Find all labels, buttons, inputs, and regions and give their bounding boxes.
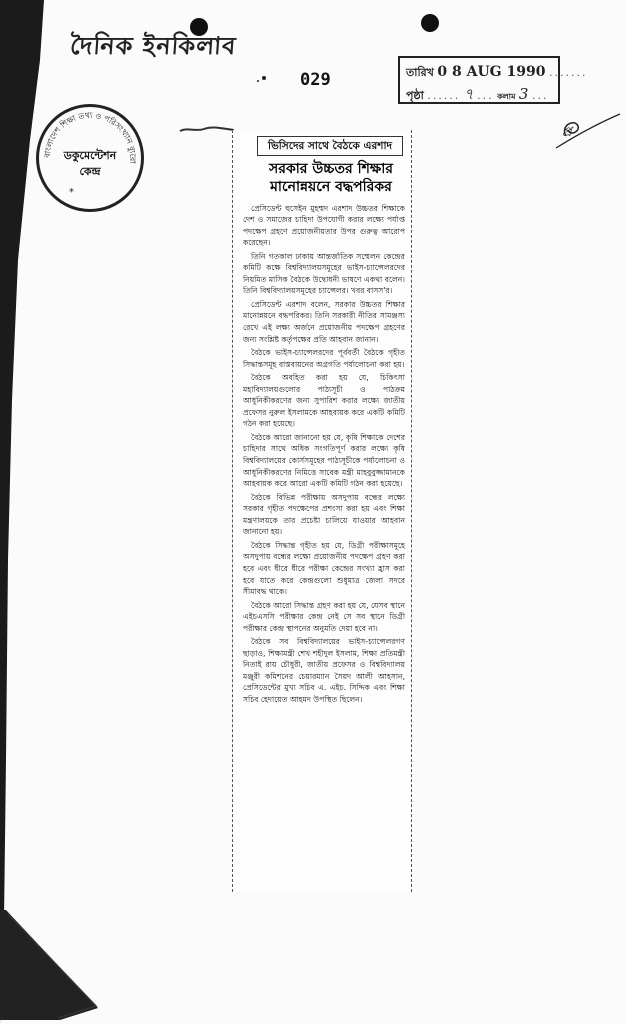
seal-center-line1: ডকুমেন্টেশন (63, 149, 117, 162)
seal-ring-text: বাংলাদেশ শিক্ষা তথ্য ও পরিসংখ্যান ব্যুরো (42, 110, 138, 164)
page-value: ৭ (463, 85, 474, 103)
page-number: 029 (300, 70, 331, 90)
date-value: 0 8 AUG 1990 (437, 64, 546, 80)
date-label: তারিখ (406, 66, 434, 79)
ink-speck (262, 76, 266, 80)
newspaper-clipping (232, 130, 412, 892)
clipping-kicker: ভিসিদের সাথে বৈঠকে এরশাদ (257, 136, 403, 156)
article-paragraph: বৈঠকে আরো জানানো হয় যে, কৃষি শিক্ষাকে দেশের চাহিদার সাথে অধিক সংগতিপূর্ণ করার লক্ষ্যে কৃষি বিশ্ববিদ্যালয়ের কোর্সসমূহের পাঠ্যসূচীকে পর্যালোচনা ও আধুনিকীকরণের নিমিত্তে সাবেক মন্ত্রী মাহবুবুজ্জামানকে আহবায়ক করে আরো একটি কমিটি গঠন করা হয়েছে। (243, 432, 405, 489)
svg-text:*: * (69, 187, 74, 198)
handwritten-signature (552, 108, 624, 160)
documentation-center-seal (36, 104, 144, 212)
article-paragraph: বৈঠকে অবহিত করা হয় যে, চিকিৎসা মহাবিদ্যালয়গুলোর পাঠ্যসূচী ও পাঠক্রম আধুনিকীকরণের জন্য সুপারিশ করার লক্ষ্যে জাতীয় প্রফেসর নুরুল ইসলামকে আহবায়ক করে একটি কমিটি গঠন করা হয়েছে। (243, 373, 405, 429)
page-label: পৃষ্ঠা (406, 89, 424, 102)
signature-text: প্র (562, 125, 572, 140)
date-stamp: তারিখ 0 8 AUG 1990 ....... পৃষ্ঠা ...... ৭ ... কলাম 3 ... (398, 56, 560, 104)
article-paragraph: তিনি গতকাল ঢাকায় আন্তর্জাতিক সম্মেলন কেন্দ্রের কমিটি কক্ষে বিশ্ববিদ্যালয়সমূহের ভাইস-চ্যান্সেলরদের নিয়মিত মাসিক বৈঠকে উদ্বোধনী ভাষণে একথা বলেন। তিনি বিশ্ববিদ্যালয়সমূহের চ্যান্সেলর। খবর বাসস'র। (243, 251, 405, 296)
punch-hole (421, 14, 439, 32)
article-paragraph: বৈঠকে সব বিশ্ববিদ্যালয়ের ভাইস-চ্যান্সেলরগণ ছাড়াও, শিক্ষামন্ত্রী শেখ শহীদুল ইসলাম, শিক্ষা প্রতিমন্ত্রী নিতাই রায় চৌধুরী, জাতীয় প্রফেসর ও বিশ্ববিদ্যালয় মঞ্জুরী কমিশনের চেয়ারম্যান সৈয়দ আলী আহসান, প্রেসিডেন্টের মুখ্য সচিব এ. এইচ. সিদ্দিক এবং শিক্ষা সচিব হেদায়েত আহমদ উপস্থিত ছিলেন। (243, 637, 405, 704)
clipping-body (243, 203, 405, 706)
article-paragraph: বৈঠকে আরো সিদ্ধান্ত গ্রহণ করা হয় যে, যেসব স্থানে এইচএসসি পরীক্ষার কেন্দ্র নেই সে সব স্থানে ডিগ্রী পরীক্ষার কেন্দ্র স্থাপনের অনুমতি দেয়া হবে না। (243, 600, 405, 633)
scan-edge-bottom-left (0, 910, 110, 1024)
ink-speck (257, 80, 259, 82)
column-label: কলাম (497, 92, 516, 101)
newspaper-masthead: দৈনিক ইনকিলাব (69, 31, 238, 60)
article-paragraph: বৈঠকে বিভিন্ন পরীক্ষায় অসদুপায় বন্ধের লক্ষ্যে সরকার গৃহীত পদক্ষেপের প্রশংসা করা হয় এবং শিক্ষা মন্ত্রণালয়কে তার প্রচেষ্টা চালিয়ে যাওয়ার আহবান জানানো হয়। (243, 492, 405, 537)
article-paragraph: প্রেসিডেন্ট হুসেইন মুহম্মদ এরশাদ উচ্চতর শিক্ষাকে দেশ ও সমাজের চাহিদা উপযোগী করার লক্ষ্যে পর্যাপ্ত পদক্ষেপ গ্রহণে প্রয়োজনীয়তার উপর গুরুত্ব আরোপ করেছেন। (243, 203, 405, 248)
article-paragraph: বৈঠকে সিদ্ধান্ত গৃহীত হয় যে, ডিগ্রী পরীক্ষাসমূহে অসদুপায় বন্ধের লক্ষ্যে প্রয়োজনীয় পদক্ষেপ গ্রহণ করা হবে এবং ধীরে ধীরে পরীক্ষা কেন্দ্রের সংখ্যা হ্রাস করা হবে যাতে করে কেন্দ্রগুলো শুধুমাত্র জেলা সদরে সীমাবদ্ধ থাকে। (243, 540, 405, 597)
article-paragraph: প্রেসিডেন্ট এরশাদ বলেন, সরকার উচ্চতর শিক্ষার মানোন্নয়নে বদ্ধপরিকর। তিনি সরকারী নীতির সামঞ্জস্য রেখে এই লক্ষ্য অর্জনে প্রয়োজনীয় পদক্ষেপ গ্রহণের জন্য সংশ্লিষ্ট কর্তৃপক্ষের প্রতি আহবান জানান। (243, 299, 405, 344)
column-value: 3 (518, 85, 529, 103)
seal-center-line2: কেন্দ্র (79, 165, 101, 178)
article-paragraph: বৈঠকে ভাইস-চ্যান্সেলরদের পূর্ববর্তী বৈঠকে গৃহীত সিদ্ধান্তসমূহ বাস্তবায়নের অগ্রগতি পর্যালোচনা করা হয়। (243, 348, 405, 369)
clipping-headline: সরকার উচ্চতর শিক্ষার মানোন্নয়নে বদ্ধপরিকর (269, 161, 393, 196)
pen-scribble (178, 120, 238, 139)
